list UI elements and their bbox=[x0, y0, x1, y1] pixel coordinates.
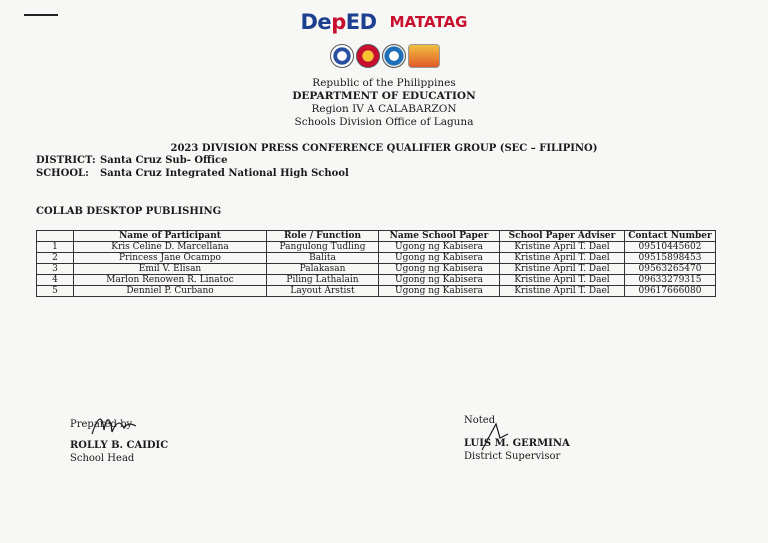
table-cell: Kristine April T. Dael bbox=[500, 286, 625, 297]
document-title: 2023 DIVISION PRESS CONFERENCE QUALIFIER GROUP (SEC – FILIPINO) bbox=[170, 143, 598, 154]
column-header: Name of Participant bbox=[74, 231, 267, 242]
table-cell: Palakasan bbox=[267, 264, 379, 275]
table-cell: 3 bbox=[37, 264, 74, 275]
deped-logo: DepED bbox=[300, 10, 377, 34]
table-row bbox=[37, 253, 716, 264]
prepared-label: Prepared by bbox=[70, 419, 133, 430]
header-department: DEPARTMENT OF EDUCATION bbox=[292, 90, 476, 102]
table-header-row bbox=[37, 231, 716, 242]
table-cell: Ugong ng Kabisera bbox=[379, 242, 500, 253]
prepared-by-block bbox=[70, 418, 168, 465]
signature-icon bbox=[474, 418, 514, 454]
table-cell: Kristine April T. Dael bbox=[500, 264, 625, 275]
district-label: DISTRICT: bbox=[36, 155, 96, 166]
signature-icon bbox=[88, 408, 140, 442]
table-cell: Kristine April T. Dael bbox=[500, 275, 625, 286]
participants-table bbox=[36, 230, 716, 297]
noted-name: LUIS M. GERMINA bbox=[464, 438, 570, 449]
district-line bbox=[36, 155, 228, 166]
column-header bbox=[37, 231, 74, 242]
logo-row bbox=[0, 10, 768, 34]
table-cell: Kris Celine D. Marcellana bbox=[74, 242, 267, 253]
table-cell: 09617666080 bbox=[625, 286, 716, 297]
noted-position: District Supervisor bbox=[464, 451, 561, 462]
deped-seal-icon bbox=[330, 44, 354, 68]
table-cell: Ugong ng Kabisera bbox=[379, 275, 500, 286]
table-cell: Princess Jane Ocampo bbox=[74, 253, 267, 264]
school-label: SCHOOL: bbox=[36, 168, 89, 179]
table-cell: 09563265470 bbox=[625, 264, 716, 275]
table-cell: Kristine April T. Dael bbox=[500, 253, 625, 264]
seal-row bbox=[330, 44, 450, 70]
column-header: Role / Function bbox=[267, 231, 379, 242]
noted-label: Noted bbox=[464, 415, 496, 426]
table-cell: Layout Arstist bbox=[267, 286, 379, 297]
table-cell: Kristine April T. Dael bbox=[500, 242, 625, 253]
table-row bbox=[37, 264, 716, 275]
school-value: Santa Cruz Integrated National High School bbox=[100, 168, 349, 179]
column-header: Name School Paper bbox=[379, 231, 500, 242]
table-row bbox=[37, 275, 716, 286]
header-region: Region IV A CALABARZON bbox=[311, 103, 457, 115]
column-header: School Paper Adviser bbox=[500, 231, 625, 242]
school-line bbox=[36, 168, 349, 179]
table-cell: Ugong ng Kabisera bbox=[379, 286, 500, 297]
header-division: Schools Division Office of Laguna bbox=[294, 116, 474, 128]
letterhead bbox=[0, 77, 768, 129]
table-cell: 09515898453 bbox=[625, 253, 716, 264]
table-cell: Ugong ng Kabisera bbox=[379, 264, 500, 275]
matatag-logo: MATATAG bbox=[389, 13, 468, 31]
school-logo-icon bbox=[408, 44, 440, 68]
table-cell: 5 bbox=[37, 286, 74, 297]
column-header: Contact Number bbox=[625, 231, 716, 242]
table-cell: 4 bbox=[37, 275, 74, 286]
table-cell: 2 bbox=[37, 253, 74, 264]
prepared-position: School Head bbox=[70, 453, 135, 464]
table-row bbox=[37, 242, 716, 253]
table-cell: Denniel P. Curbano bbox=[74, 286, 267, 297]
table-cell: Balita bbox=[267, 253, 379, 264]
table-cell: Emil V. Elisan bbox=[74, 264, 267, 275]
table-row bbox=[37, 286, 716, 297]
table-cell: 1 bbox=[37, 242, 74, 253]
table-cell: 09510445602 bbox=[625, 242, 716, 253]
header-republic: Republic of the Philippines bbox=[312, 77, 456, 89]
table-cell: Marlon Renowen R. Linatoc bbox=[74, 275, 267, 286]
noted-by-block bbox=[464, 414, 570, 463]
region-seal-icon bbox=[356, 44, 380, 68]
table-cell: 09633279315 bbox=[625, 275, 716, 286]
table-cell: Piling Lathalain bbox=[267, 275, 379, 286]
table-cell: Ugong ng Kabisera bbox=[379, 253, 500, 264]
prepared-name: ROLLY B. CAIDIC bbox=[70, 440, 169, 451]
table-cell: Pangulong Tudling bbox=[267, 242, 379, 253]
district-value: Santa Cruz Sub- Office bbox=[100, 155, 228, 166]
division-seal-icon bbox=[382, 44, 406, 68]
section-title: COLLAB DESKTOP PUBLISHING bbox=[36, 206, 222, 217]
